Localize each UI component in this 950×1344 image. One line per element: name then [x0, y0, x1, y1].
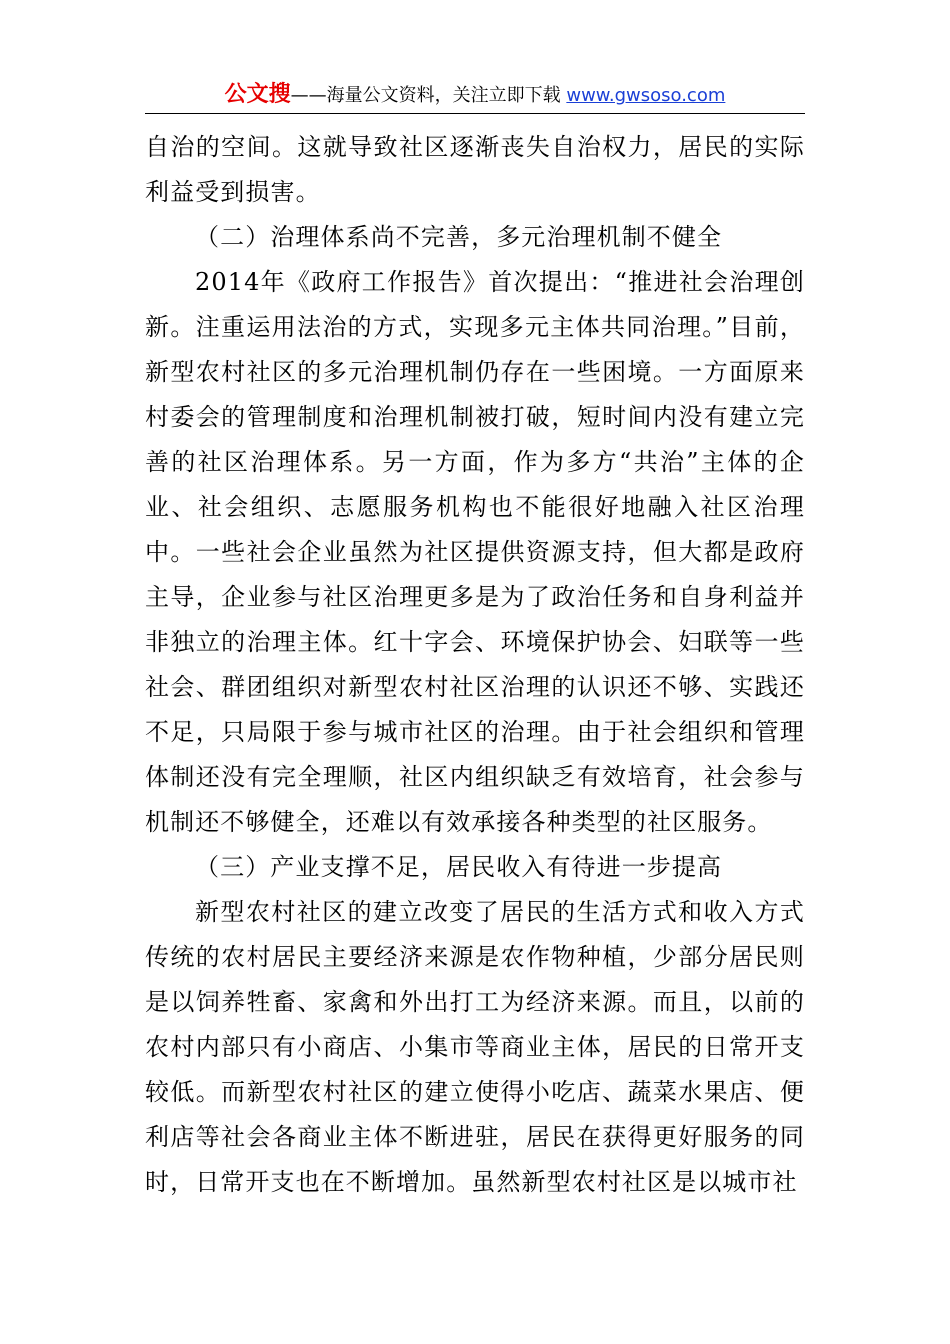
website-link[interactable]: www.gwsoso.com [566, 85, 726, 106]
paragraph-continuation: 自治的空间。这就导致社区逐渐丧失自治权力，居民的实际利益受到损害。 [145, 133, 805, 206]
document-body [145, 125, 805, 1205]
brand-logo-text: 公文搜 [224, 82, 291, 107]
header-tagline: ——海量公文资料，关注立即下载 [290, 85, 561, 106]
section-heading-3: （三）产业支撑不足，居民收入有待进一步提高 [195, 853, 723, 881]
page-header [145, 82, 805, 109]
paragraph-industry: 新型农村社区的建立改变了居民的生活方式和收入方式传统的农村居民主要经济来源是农作物种植，少部分居民则是以饲养牲畜、家禽和外出打工为经济来源。而且，以前的农村内部只有小商店、小集市等商业主体，居民的日常开支较低。而新型农村社区的建立使得小吃店、蔬菜水果店、便利店等社会各商业主体不断进驻，居民在获得更好服务的同时，日常开支也在不断增加。虽然新型农村社区是以城市社 [145, 898, 805, 1196]
paragraph-governance: 2014年《政府工作报告》首次提出：“推进社会治理创新。注重运用法治的方式，实现多元主体共同治理。”目前，新型农村社区的多元治理机制仍存在一些困境。一方面原来村委会的管理制度和治理机制被打破，短时间内没有建立完善的社区治理体系。另一方面，作为多方“共治”主体的企业、社会组织、志愿服务机构也不能很好地融入社区治理中。一些社会企业虽然为社区提供资源支持，但大都是政府主导，企业参与社区治理更多是为了政治任务和自身利益并非独立的治理主体。红十字会、环境保护协会、妇联等一些社会、群团组织对新型农村社区治理的认识还不够、实践还不足，只局限于参与城市社区的治理。由于社会组织和管理体制还没有完全理顺，社区内组织缺乏有效培育，社会参与机制还不够健全，还难以有效承接各种类型的社区服务。 [145, 268, 805, 836]
section-heading-2: （二）治理体系尚不完善，多元治理机制不健全 [195, 223, 723, 251]
header-divider [145, 113, 805, 114]
